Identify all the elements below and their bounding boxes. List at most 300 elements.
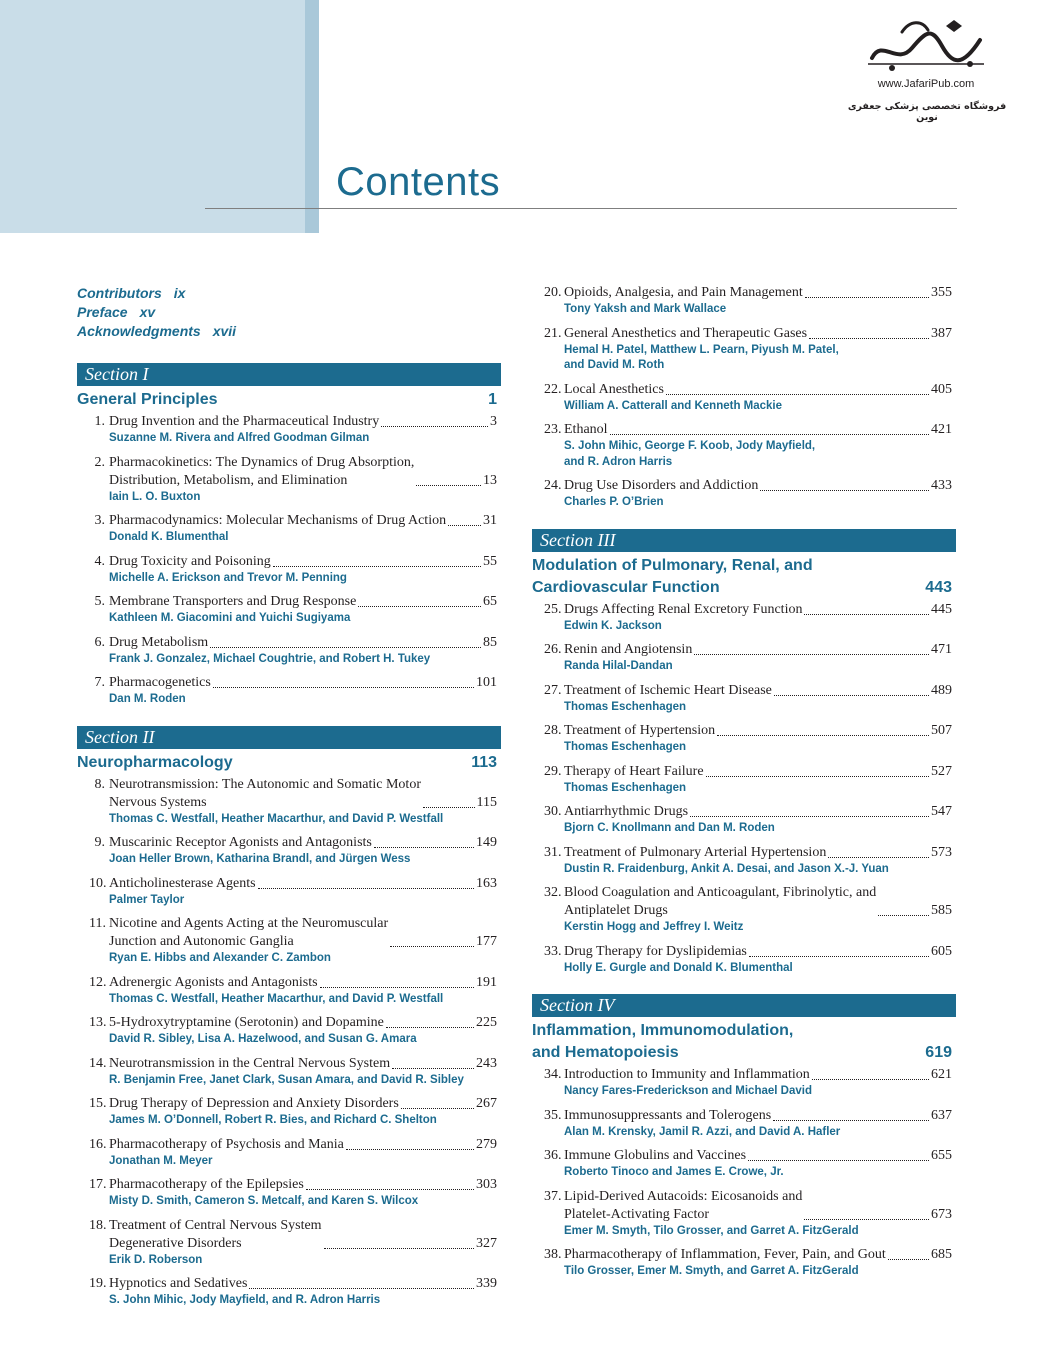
section-title-row[interactable] bbox=[532, 555, 956, 599]
chapter-body bbox=[105, 454, 501, 506]
chapter-entry[interactable] bbox=[532, 803, 956, 837]
chapter-title: Muscarinic Receptor Agonists and Antagonists bbox=[109, 835, 372, 850]
frontmatter-label: Contributors bbox=[77, 285, 162, 301]
chapter-line bbox=[89, 454, 501, 506]
chapter-line bbox=[544, 1246, 956, 1280]
chapter-page: 55 bbox=[483, 553, 497, 569]
chapter-entry[interactable] bbox=[532, 1246, 956, 1280]
chapter-title: Pharmacotherapy of Psychosis and Mania bbox=[109, 1136, 344, 1152]
chapter-number: 32. bbox=[544, 885, 562, 900]
chapter-page: 191 bbox=[476, 974, 497, 990]
dot-leader bbox=[401, 1108, 474, 1109]
chapter-page: 489 bbox=[931, 682, 952, 698]
chapter-body bbox=[560, 1107, 956, 1141]
frontmatter-page: ix bbox=[173, 285, 186, 301]
chapter-title: Hypnotics and Sedatives bbox=[109, 1276, 248, 1291]
chapter-authors: David R. Sibley, Lisa A. Hazelwood, and Susan G. Amara bbox=[109, 1033, 417, 1045]
chapter-number: 3. bbox=[94, 513, 105, 528]
chapter-page: 339 bbox=[476, 1276, 497, 1291]
chapter-authors: Emer M. Smyth, Tilo Grosser, and Garret A. FitzGerald bbox=[564, 1224, 859, 1237]
chapter-title: Antiarrhythmic Drugs bbox=[564, 804, 689, 819]
chapter-title-row bbox=[109, 974, 501, 992]
chapter-body bbox=[560, 1066, 956, 1100]
right-column bbox=[532, 284, 956, 1298]
chapter-body bbox=[560, 722, 956, 756]
chapter-line bbox=[89, 776, 501, 828]
chapter-authors: S. John Mihic, George F. Koob, Jody Mayfield, and R. Adron Harris bbox=[564, 440, 816, 468]
dot-leader bbox=[749, 956, 929, 957]
chapter-entry[interactable] bbox=[77, 1275, 501, 1309]
chapter-entry[interactable] bbox=[77, 1176, 501, 1210]
chapter-entry[interactable] bbox=[77, 634, 501, 668]
dot-leader bbox=[706, 776, 929, 777]
chapter-title-row bbox=[109, 512, 501, 530]
chapter-title-row bbox=[109, 553, 501, 571]
chapter-page: 3 bbox=[490, 414, 497, 429]
chapter-title: Pharmacotherapy of Inflammation, Fever, Pain, and Gout bbox=[564, 1247, 886, 1262]
chapter-title: Pharmacokinetics: The Dynamics of Drug Absorption, Distribution, Metabolism, and Elimination bbox=[109, 454, 415, 488]
chapter-page: 685 bbox=[931, 1247, 952, 1262]
chapter-line bbox=[544, 1066, 956, 1100]
chapter-page: 115 bbox=[476, 794, 497, 810]
chapter-title: Local Anesthetics bbox=[564, 381, 664, 397]
chapter-body bbox=[560, 1188, 956, 1240]
chapter-title: Renin and Angiotensin bbox=[564, 642, 693, 657]
chapter-title-row bbox=[564, 381, 956, 399]
chapter-body bbox=[105, 674, 501, 708]
chapter-body bbox=[105, 553, 501, 587]
chapter-entry[interactable] bbox=[532, 682, 956, 716]
chapter-entry[interactable] bbox=[77, 674, 501, 708]
chapter-title: Nicotine and Agents Acting at the Neuromuscular Junction and Autonomic Ganglia bbox=[109, 916, 389, 949]
title-divider bbox=[205, 208, 957, 209]
chapter-title: Drug Toxicity and Poisoning bbox=[109, 553, 271, 569]
logo-tagline: فروشگاه تخصصی پزشکی جعفری نوین bbox=[847, 101, 1007, 123]
frontmatter-item[interactable] bbox=[77, 322, 501, 341]
chapter-authors: Thomas C. Westfall, Heather Macarthur, and David P. Westfall bbox=[109, 812, 444, 825]
chapter-page: 101 bbox=[476, 675, 497, 690]
chapter-line bbox=[544, 1188, 956, 1240]
chapter-page: 637 bbox=[931, 1107, 952, 1123]
chapter-number: 16. bbox=[89, 1136, 107, 1152]
chapter-entry[interactable] bbox=[532, 1066, 956, 1100]
chapter-authors: Thomas C. Westfall, Heather Macarthur, and David P. Westfall bbox=[109, 992, 444, 1005]
chapter-entry[interactable] bbox=[77, 1217, 501, 1269]
dot-leader bbox=[273, 566, 481, 567]
chapter-number: 9. bbox=[94, 835, 105, 850]
chapter-authors: Thomas Eschenhagen bbox=[564, 700, 687, 713]
chapter-number: 37. bbox=[544, 1188, 562, 1204]
frontmatter-item[interactable] bbox=[77, 284, 501, 303]
chapter-page: 405 bbox=[931, 381, 952, 397]
chapter-page: 507 bbox=[931, 723, 952, 738]
chapter-page: 65 bbox=[483, 594, 497, 609]
chapter-line bbox=[89, 593, 501, 627]
chapter-line bbox=[89, 634, 501, 668]
chapter-number: 26. bbox=[544, 642, 562, 657]
chapter-number: 2. bbox=[94, 454, 105, 470]
chapter-title-row bbox=[109, 1275, 501, 1293]
chapter-authors: Thomas Eschenhagen bbox=[564, 781, 687, 794]
chapter-line bbox=[544, 601, 956, 635]
publisher-logo[interactable] bbox=[847, 18, 1007, 123]
logo-url[interactable]: www.JafariPub.com bbox=[877, 78, 975, 90]
section-block bbox=[77, 363, 501, 708]
chapter-authors: Roberto Tinoco and James E. Crowe, Jr. bbox=[564, 1166, 784, 1178]
chapter-page: 605 bbox=[931, 943, 952, 959]
chapter-number: 35. bbox=[544, 1107, 562, 1123]
chapter-body bbox=[560, 381, 956, 415]
chapter-entry[interactable] bbox=[532, 1107, 956, 1141]
chapter-entry[interactable] bbox=[532, 884, 956, 936]
dot-leader bbox=[213, 687, 474, 688]
chapter-entry[interactable] bbox=[532, 1147, 956, 1181]
chapter-authors: Iain L. O. Buxton bbox=[109, 490, 201, 503]
chapter-authors: James M. O’Donnell, Robert R. Bies, and Richard C. Shelton bbox=[109, 1114, 437, 1126]
section-block bbox=[532, 994, 956, 1280]
chapter-entry[interactable] bbox=[77, 553, 501, 587]
chapter-title-row bbox=[109, 413, 501, 431]
chapter-page: 673 bbox=[931, 1206, 952, 1222]
chapter-entry[interactable] bbox=[77, 593, 501, 627]
chapter-entry[interactable] bbox=[77, 834, 501, 868]
chapter-number: 20. bbox=[544, 285, 562, 300]
chapter-title-row bbox=[564, 1107, 956, 1125]
chapter-title-row bbox=[564, 477, 956, 495]
chapter-title: Lipid-Derived Autacoids: Eicosanoids and Platelet-Activating Factor bbox=[564, 1188, 803, 1222]
chapter-authors: Frank J. Gonzalez, Michael Coughtrie, and Robert H. Tukey bbox=[109, 652, 431, 665]
dot-leader bbox=[324, 1248, 474, 1249]
chapter-page: 445 bbox=[931, 601, 952, 617]
chapter-page: 421 bbox=[931, 422, 952, 437]
dot-leader bbox=[320, 987, 474, 988]
chapter-number: 31. bbox=[544, 844, 562, 860]
chapter-line bbox=[89, 1095, 501, 1129]
section-page: 443 bbox=[925, 578, 952, 596]
chapter-body bbox=[560, 601, 956, 635]
chapter-entry[interactable] bbox=[532, 325, 956, 374]
chapter-title-row bbox=[564, 1246, 956, 1264]
dot-leader bbox=[804, 1219, 929, 1220]
chapter-number: 10. bbox=[89, 875, 107, 891]
page-title: Contents bbox=[336, 160, 501, 204]
chapter-authors: Suzanne M. Rivera and Alfred Goodman Gilman bbox=[109, 432, 370, 444]
chapter-title: Opioids, Analgesia, and Pain Management bbox=[564, 285, 803, 300]
dot-leader bbox=[610, 434, 929, 435]
chapter-title: Drug Invention and the Pharmaceutical Industry bbox=[109, 414, 380, 429]
chapter-number: 19. bbox=[89, 1276, 107, 1291]
chapter-authors: Donald K. Blumenthal bbox=[109, 531, 229, 543]
chapter-line bbox=[89, 915, 501, 967]
chapter-entry[interactable] bbox=[532, 477, 956, 511]
chapter-authors: Nancy Fares-Frederickson and Michael David bbox=[564, 1085, 812, 1097]
chapter-title: Membrane Transporters and Drug Response bbox=[109, 594, 357, 609]
chapter-entry[interactable] bbox=[77, 875, 501, 909]
section-block bbox=[532, 529, 956, 977]
chapter-authors: R. Benjamin Free, Janet Clark, Susan Amara, and David R. Sibley bbox=[109, 1073, 464, 1086]
chapter-body bbox=[560, 803, 956, 837]
chapter-title-row bbox=[564, 722, 956, 740]
dot-leader bbox=[374, 847, 474, 848]
chapter-number: 33. bbox=[544, 943, 562, 959]
chapter-line bbox=[544, 943, 956, 977]
dot-leader bbox=[694, 654, 929, 655]
dot-leader bbox=[748, 1160, 929, 1161]
chapter-line bbox=[89, 1136, 501, 1170]
chapter-number: 28. bbox=[544, 723, 562, 738]
chapter-number: 22. bbox=[544, 381, 562, 397]
chapter-number: 15. bbox=[89, 1096, 107, 1111]
chapter-line bbox=[544, 803, 956, 837]
chapter-title-row bbox=[564, 943, 956, 961]
dot-leader bbox=[760, 490, 929, 491]
chapter-body bbox=[105, 634, 501, 668]
chapter-line bbox=[544, 1107, 956, 1141]
chapter-body bbox=[105, 974, 501, 1008]
chapter-authors: Jonathan M. Meyer bbox=[109, 1154, 213, 1167]
chapter-number: 34. bbox=[544, 1067, 562, 1082]
chapter-entry[interactable] bbox=[77, 1136, 501, 1170]
dot-leader bbox=[358, 606, 481, 607]
chapter-page: 327 bbox=[476, 1235, 497, 1251]
chapter-title: Treatment of Pulmonary Arterial Hypertension bbox=[564, 844, 827, 860]
chapter-body bbox=[105, 915, 501, 967]
chapter-title: Pharmacodynamics: Molecular Mechanisms of Drug Action bbox=[109, 513, 447, 528]
sections-right bbox=[532, 284, 956, 1280]
chapter-page: 547 bbox=[931, 804, 952, 819]
corner-block bbox=[0, 0, 305, 233]
chapter-line bbox=[89, 553, 501, 587]
chapter-title-row bbox=[564, 844, 956, 862]
chapter-title-row bbox=[564, 763, 956, 781]
chapter-body bbox=[105, 593, 501, 627]
chapter-entry[interactable] bbox=[77, 915, 501, 967]
dot-leader bbox=[690, 816, 929, 817]
chapter-title: Anticholinesterase Agents bbox=[109, 875, 256, 891]
chapter-line bbox=[544, 844, 956, 878]
chapter-entry[interactable] bbox=[532, 1188, 956, 1240]
chapter-number: 27. bbox=[544, 682, 562, 698]
chapter-page: 225 bbox=[476, 1015, 497, 1030]
chapter-authors: Joan Heller Brown, Katharina Brandl, and Jürgen Wess bbox=[109, 853, 411, 865]
chapter-title: Drug Therapy for Dyslipidemias bbox=[564, 943, 747, 959]
chapter-entry[interactable] bbox=[532, 421, 956, 470]
chapter-title: Neurotransmission: The Autonomic and Somatic Motor Nervous Systems bbox=[109, 776, 421, 810]
chapter-title: Introduction to Immunity and Inflammation bbox=[564, 1067, 810, 1082]
chapter-line bbox=[89, 674, 501, 708]
chapter-authors: Dustin R. Fraidenburg, Ankit A. Desai, and Jason X.-J. Yuan bbox=[564, 862, 889, 875]
chapter-title: Drug Therapy of Depression and Anxiety Disorders bbox=[109, 1096, 399, 1111]
chapter-line bbox=[89, 875, 501, 909]
chapter-entry[interactable] bbox=[77, 413, 501, 447]
section-title-row[interactable] bbox=[77, 389, 501, 411]
chapter-title: Treatment of Ischemic Heart Disease bbox=[564, 682, 772, 698]
chapter-number: 11. bbox=[89, 916, 106, 931]
chapter-line bbox=[544, 325, 956, 374]
chapter-number: 23. bbox=[544, 422, 562, 437]
chapter-body bbox=[105, 1014, 501, 1048]
chapter-number: 25. bbox=[544, 601, 562, 617]
chapter-title-row bbox=[564, 641, 956, 659]
chapter-body bbox=[105, 413, 501, 447]
chapter-page: 177 bbox=[476, 934, 497, 949]
chapter-title: Ethanol bbox=[564, 422, 608, 437]
chapter-body bbox=[560, 1246, 956, 1280]
sections-left bbox=[77, 363, 501, 1309]
chapter-line bbox=[89, 512, 501, 546]
chapter-body bbox=[560, 641, 956, 675]
chapter-page: 149 bbox=[476, 835, 497, 850]
chapter-line bbox=[89, 1217, 501, 1269]
chapter-title-row bbox=[564, 284, 956, 302]
chapter-authors: Tony Yaksh and Mark Wallace bbox=[564, 303, 727, 315]
chapter-line bbox=[544, 722, 956, 756]
chapter-number: 8. bbox=[94, 776, 105, 792]
section-page: 1 bbox=[488, 391, 497, 408]
dot-leader bbox=[774, 695, 929, 696]
chapter-line bbox=[89, 834, 501, 868]
chapter-title: Immunosuppressants and Tolerogens bbox=[564, 1107, 772, 1123]
chapter-title-row bbox=[109, 1095, 501, 1113]
chapter-number: 1. bbox=[94, 414, 105, 429]
dot-leader bbox=[381, 426, 488, 427]
section-title-row[interactable] bbox=[77, 752, 501, 774]
chapter-body bbox=[105, 512, 501, 546]
chapter-page: 279 bbox=[476, 1136, 497, 1152]
dot-leader bbox=[210, 647, 481, 648]
section-title: Inflammation, Immunomodulation, and Hematopoiesis bbox=[532, 1022, 794, 1061]
section-number-bar: Section I bbox=[77, 363, 501, 386]
chapter-title: Neurotransmission in the Central Nervous System bbox=[109, 1055, 391, 1071]
chapter-title-row bbox=[564, 1066, 956, 1084]
chapter-entry[interactable] bbox=[532, 601, 956, 635]
chapter-entry[interactable] bbox=[532, 641, 956, 675]
chapter-title: Treatment of Central Nervous System Degenerative Disorders bbox=[109, 1217, 322, 1251]
chapter-line bbox=[544, 1147, 956, 1181]
chapter-entry[interactable] bbox=[532, 943, 956, 977]
dot-leader bbox=[386, 1027, 474, 1028]
chapter-number: 24. bbox=[544, 478, 562, 493]
section-title: General Principles bbox=[77, 391, 218, 408]
chapter-line bbox=[89, 974, 501, 1008]
section-block bbox=[532, 284, 956, 511]
chapter-page: 471 bbox=[931, 642, 952, 657]
dot-leader bbox=[805, 297, 929, 298]
chapter-number: 18. bbox=[89, 1217, 107, 1233]
chapter-authors: William A. Catterall and Kenneth Mackie bbox=[564, 399, 783, 412]
chapter-title: 5-Hydroxytryptamine (Serotonin) and Dopamine bbox=[109, 1015, 384, 1030]
chapter-line bbox=[544, 284, 956, 318]
chapter-entry[interactable] bbox=[532, 722, 956, 756]
chapter-authors: Thomas Eschenhagen bbox=[564, 741, 687, 753]
chapter-entry[interactable] bbox=[77, 1055, 501, 1089]
chapter-entry[interactable] bbox=[532, 381, 956, 415]
frontmatter-page: xvii bbox=[212, 323, 237, 339]
chapter-body bbox=[560, 421, 956, 470]
chapter-line bbox=[544, 421, 956, 470]
chapter-line bbox=[89, 1176, 501, 1210]
chapter-authors: Michelle A. Erickson and Trevor M. Penning bbox=[109, 571, 347, 584]
chapter-line bbox=[89, 413, 501, 447]
chapter-number: 30. bbox=[544, 804, 562, 819]
chapter-authors: Charles P. O’Brien bbox=[564, 496, 664, 508]
chapter-body bbox=[105, 1217, 501, 1269]
chapter-number: 14. bbox=[89, 1055, 107, 1071]
dot-leader bbox=[423, 807, 475, 808]
chapter-title: Treatment of Hypertension bbox=[564, 723, 716, 738]
chapter-authors: Kathleen M. Giacomini and Yuichi Sugiyama bbox=[109, 612, 351, 624]
chapter-authors: Erik D. Roberson bbox=[109, 1253, 203, 1266]
chapter-number: 6. bbox=[94, 634, 105, 650]
dot-leader bbox=[448, 525, 481, 526]
chapter-number: 29. bbox=[544, 763, 562, 779]
chapter-entry[interactable] bbox=[532, 763, 956, 797]
dot-leader bbox=[888, 1259, 929, 1260]
chapter-title: Pharmacotherapy of the Epilepsies bbox=[109, 1177, 304, 1192]
chapter-line bbox=[544, 763, 956, 797]
chapter-title-row bbox=[564, 1188, 956, 1224]
dot-leader bbox=[717, 735, 929, 736]
chapter-entry[interactable] bbox=[532, 284, 956, 318]
chapter-number: 5. bbox=[94, 594, 105, 609]
chapter-entry[interactable] bbox=[77, 776, 501, 828]
dot-leader bbox=[258, 888, 474, 889]
chapter-body bbox=[560, 763, 956, 797]
frontmatter-item[interactable] bbox=[77, 303, 501, 322]
chapter-authors: Edwin K. Jackson bbox=[564, 619, 662, 632]
chapter-title-row bbox=[564, 682, 956, 700]
chapter-page: 433 bbox=[931, 478, 952, 493]
chapter-number: 13. bbox=[89, 1015, 107, 1030]
frontmatter-label: Preface bbox=[77, 304, 128, 320]
chapter-authors: Holly E. Gurgle and Donald K. Blumenthal bbox=[564, 961, 793, 974]
chapter-body bbox=[105, 834, 501, 868]
chapter-entry[interactable] bbox=[77, 512, 501, 546]
left-column bbox=[77, 284, 501, 1327]
chapter-title: Immune Globulins and Vaccines bbox=[564, 1148, 747, 1163]
chapter-title-row bbox=[564, 601, 956, 619]
chapter-title-row bbox=[564, 421, 956, 439]
chapter-title: Drugs Affecting Renal Excretory Function bbox=[564, 601, 803, 617]
chapter-body bbox=[105, 1095, 501, 1129]
chapter-title-row bbox=[109, 1014, 501, 1032]
dot-leader bbox=[390, 946, 474, 947]
chapter-page: 163 bbox=[476, 875, 497, 891]
chapter-title-row bbox=[109, 1136, 501, 1154]
section-title-row[interactable] bbox=[532, 1020, 956, 1064]
chapter-title: Drug Metabolism bbox=[109, 634, 209, 650]
chapter-authors: S. John Mihic, Jody Mayfield, and R. Adron Harris bbox=[109, 1294, 381, 1306]
chapter-authors: Ryan E. Hibbs and Alexander C. Zambon bbox=[109, 952, 331, 964]
chapter-body bbox=[560, 682, 956, 716]
chapter-entry[interactable] bbox=[77, 1095, 501, 1129]
chapter-line bbox=[89, 1055, 501, 1089]
frontmatter-label: Acknowledgments bbox=[77, 323, 201, 339]
section-number-bar: Section II bbox=[77, 726, 501, 749]
chapter-entry[interactable] bbox=[77, 454, 501, 506]
chapter-line bbox=[544, 682, 956, 716]
section-number-bar: Section IV bbox=[532, 994, 956, 1017]
section-block bbox=[77, 726, 501, 1309]
chapter-page: 621 bbox=[931, 1067, 952, 1082]
chapter-page: 267 bbox=[476, 1096, 497, 1111]
chapter-body bbox=[560, 1147, 956, 1181]
chapter-page: 31 bbox=[483, 513, 497, 528]
chapter-entry[interactable] bbox=[77, 1014, 501, 1048]
chapter-entry[interactable] bbox=[77, 974, 501, 1008]
chapter-body bbox=[105, 1176, 501, 1210]
chapter-entry[interactable] bbox=[532, 844, 956, 878]
